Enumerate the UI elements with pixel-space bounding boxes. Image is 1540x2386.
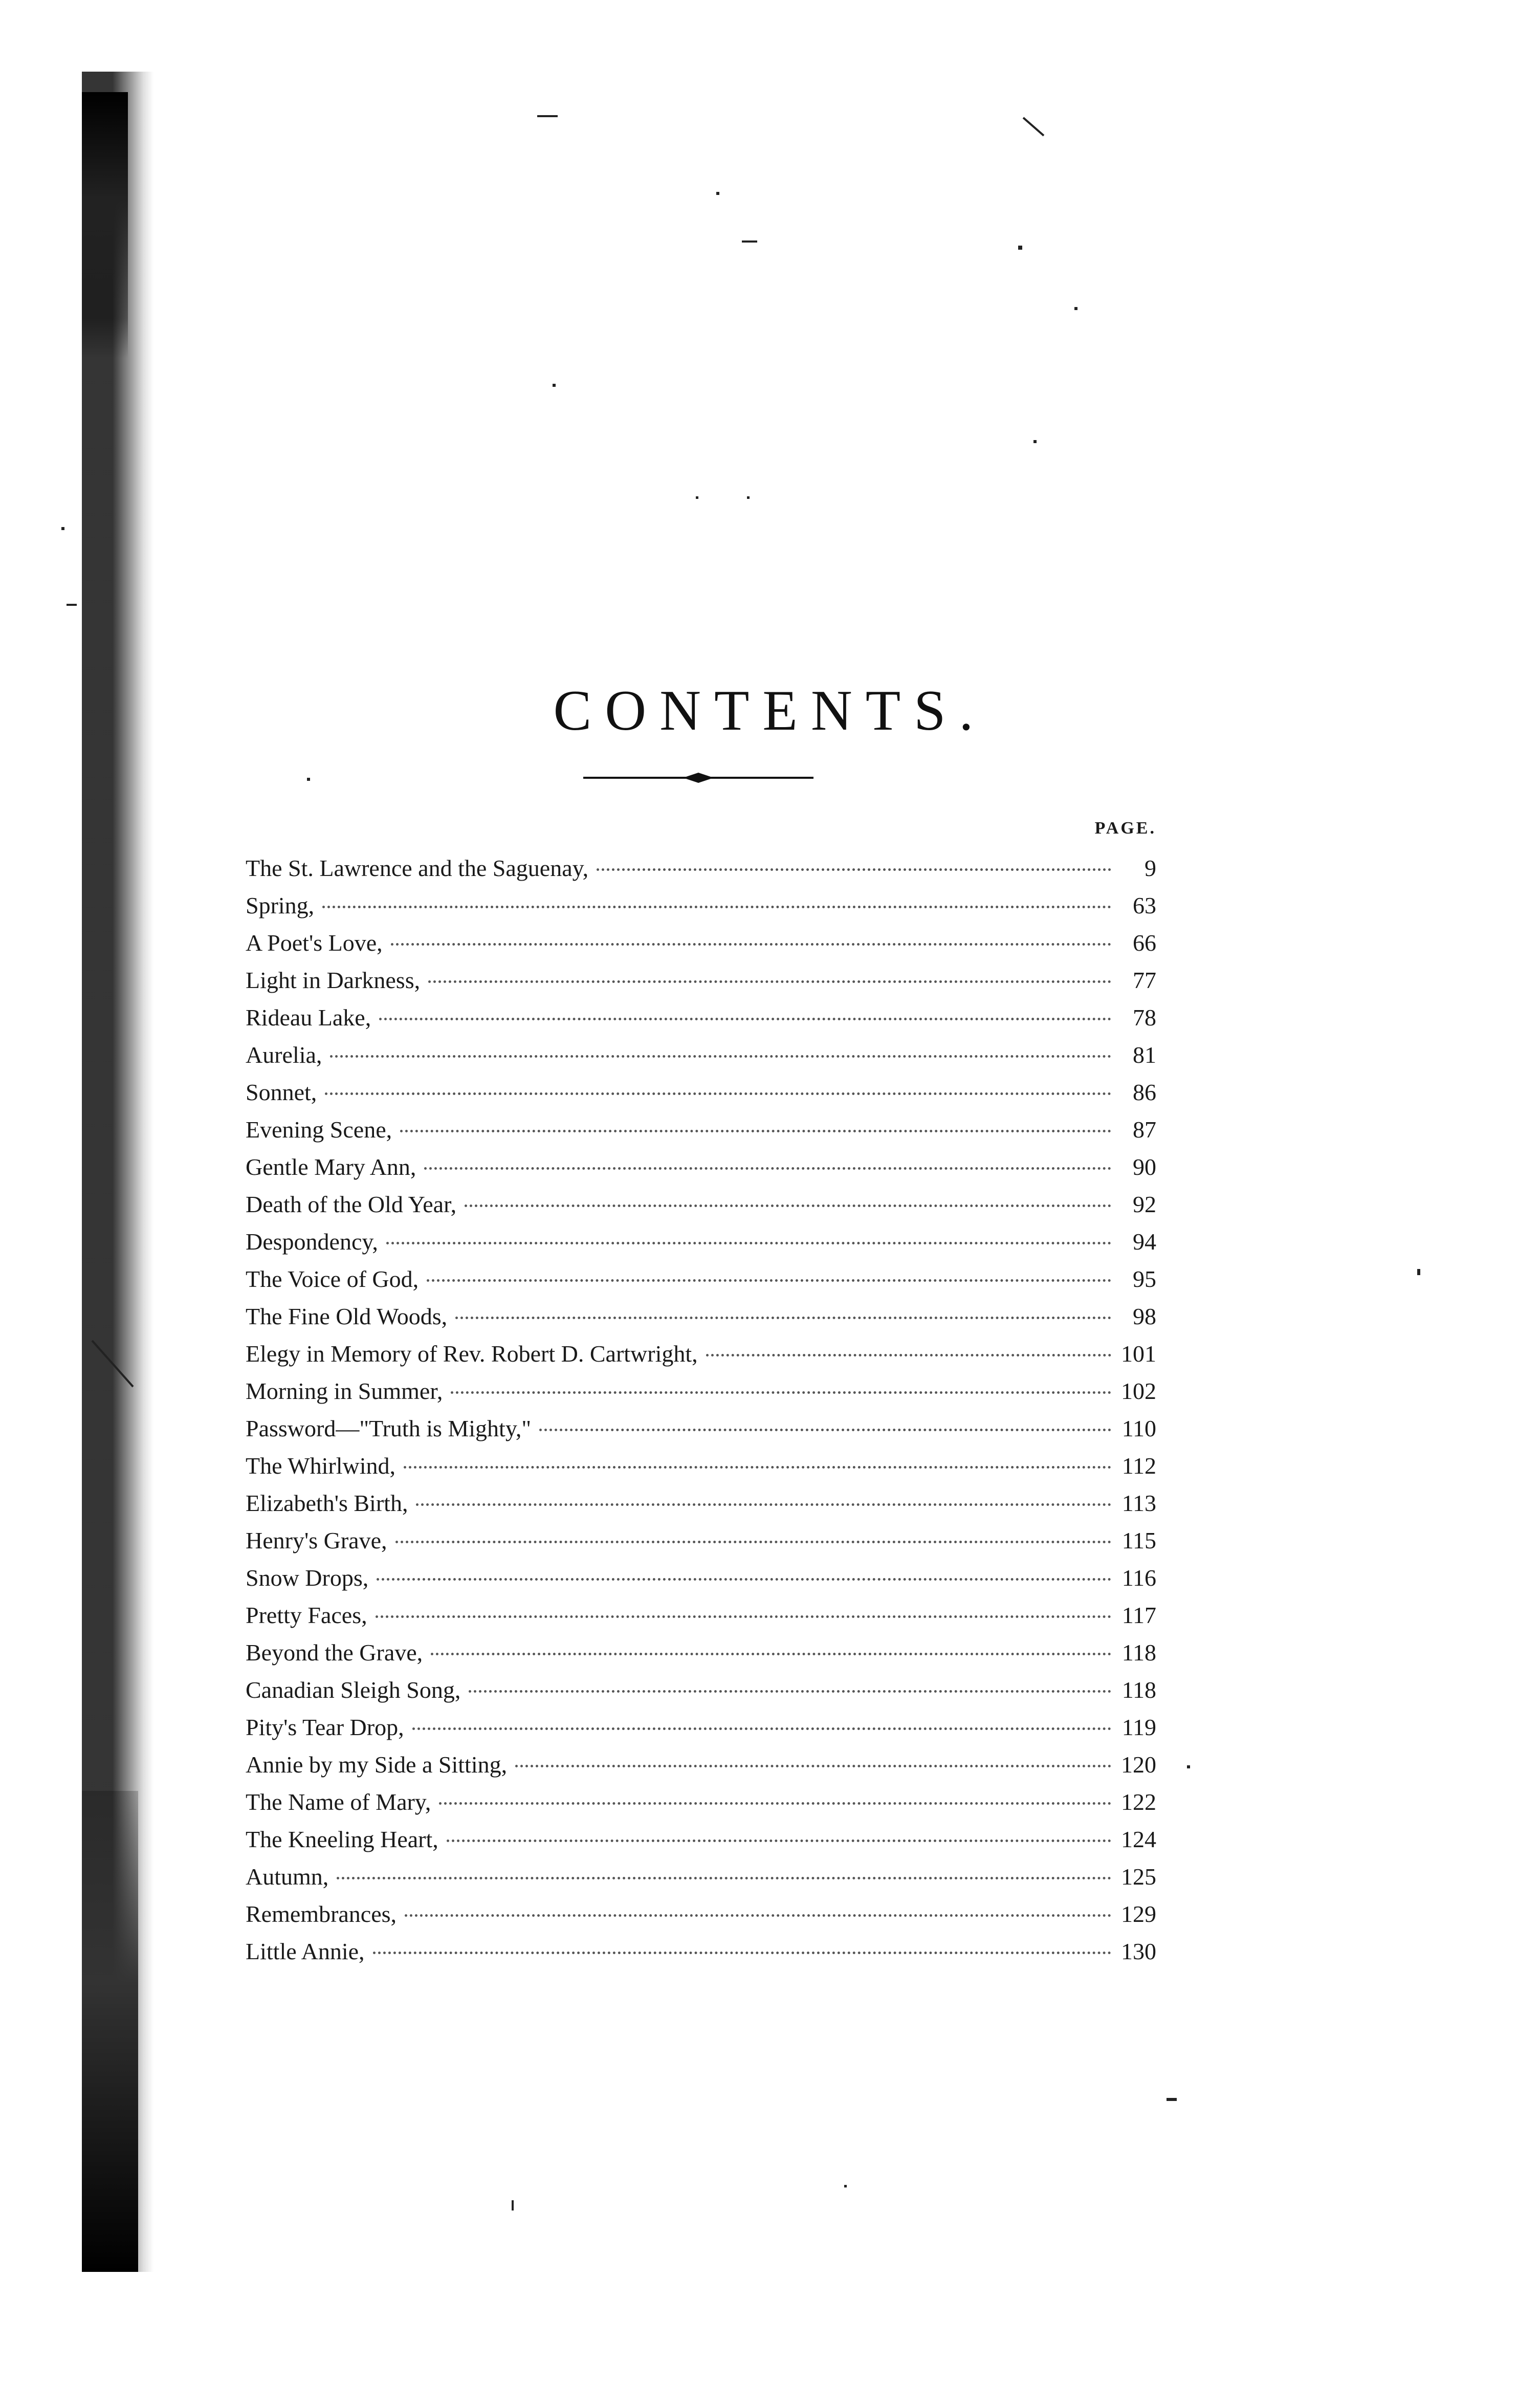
toc-entry-page: 87 [1133,1117,1156,1143]
dot-leader [469,1690,1111,1693]
dot-leader [330,1055,1111,1058]
toc-entry-page: 113 [1121,1490,1156,1516]
toc-entry-page: 94 [1133,1229,1156,1255]
toc-entry [246,1223,1156,1260]
toc-entry-title: Elegy in Memory of Rev. Robert D. Cartwright, [246,1341,698,1367]
dot-leader [465,1205,1111,1207]
toc-entry-title: Morning in Summer, [246,1378,443,1404]
toc-entry [246,1186,1156,1223]
toc-entry-page: 124 [1121,1826,1156,1852]
dot-leader [386,1242,1111,1244]
dot-leader [515,1765,1111,1767]
toc-entry [246,1634,1156,1671]
toc-entry-page: 63 [1133,892,1156,918]
toc-entry-title: The Fine Old Woods, [246,1303,448,1329]
toc-entry-title: The Whirlwind, [246,1453,395,1479]
toc-entry [246,1372,1156,1410]
page-column-header: PAGE. [1094,819,1156,838]
dot-leader [322,906,1111,908]
toc-entry [246,1596,1156,1634]
toc-entry-page: 118 [1121,1677,1156,1703]
toc-entry-page: 92 [1133,1191,1156,1217]
toc-entry-page: 81 [1133,1042,1156,1068]
toc-entry-title: Autumn, [246,1864,329,1890]
toc-entry-title: Remembrances, [246,1901,397,1927]
toc-entry-title: Annie by my Side a Sitting, [246,1752,508,1778]
toc-entry [246,1298,1156,1335]
toc-entry-page: 95 [1133,1266,1156,1292]
toc-entry-title: Gentle Mary Ann, [246,1154,416,1180]
dot-leader [455,1317,1111,1319]
dot-leader [404,1466,1111,1469]
toc-entry-page: 118 [1121,1639,1156,1666]
dot-leader [400,1130,1111,1132]
toc-entry-page: 86 [1133,1079,1156,1105]
dot-leader [325,1092,1111,1095]
title-ornament-rule [583,768,813,788]
toc-entry-page: 98 [1133,1303,1156,1329]
dot-leader [427,1279,1111,1282]
dot-leader [447,1840,1111,1842]
toc-entry-title: The St. Lawrence and the Saguenay, [246,855,589,881]
toc-entry-title: Elizabeth's Birth, [246,1490,408,1516]
dot-leader [597,868,1111,871]
toc-entry-page: 102 [1121,1378,1156,1404]
toc-entry-page: 66 [1133,930,1156,956]
toc-entry-page: 90 [1133,1154,1156,1180]
toc-entry-page: 120 [1121,1752,1156,1778]
dot-leader [416,1503,1111,1506]
dot-leader [395,1541,1111,1543]
binding-shadow-top [82,92,128,358]
toc-entry [246,1821,1156,1858]
dot-leader [405,1914,1111,1917]
dot-leader [373,1952,1111,1954]
toc-entry-title: Spring, [246,892,315,918]
toc-entry-title: Light in Darkness, [246,967,421,993]
dot-leader [377,1578,1111,1581]
toc-entry-title: Death of the Old Year, [246,1191,457,1217]
toc-entry [246,1933,1156,1970]
dot-leader [439,1802,1111,1805]
toc-entry-page: 119 [1121,1714,1156,1740]
toc-entry [246,1858,1156,1895]
toc-entry [246,1559,1156,1596]
toc-entry-page: 110 [1121,1415,1156,1441]
toc-entry-page: 112 [1121,1453,1156,1479]
dot-leader [337,1877,1111,1879]
dot-leader [428,980,1111,983]
toc-entry-title: The Voice of God, [246,1266,419,1292]
toc-entry-page: 122 [1121,1789,1156,1815]
toc-entry-title: Rideau Lake, [246,1004,371,1031]
dot-leader [431,1653,1111,1655]
toc-entry-page: 116 [1121,1565,1156,1591]
dot-leader [379,1018,1111,1020]
page-title: CONTENTS. [553,679,987,743]
toc-entry [246,1335,1156,1372]
toc-entry [246,1036,1156,1074]
toc-entry-page: 115 [1121,1527,1156,1553]
toc-entry-title: Aurelia, [246,1042,322,1068]
toc-entry-title: Sonnet, [246,1079,317,1105]
binding-shadow-bottom [82,1791,138,2272]
toc-entry-page: 101 [1121,1341,1156,1367]
table-of-contents [246,849,1156,1970]
dot-leader [376,1615,1111,1618]
toc-entry-title: Henry's Grave, [246,1527,387,1553]
toc-entry [246,961,1156,999]
toc-entry [246,1895,1156,1933]
toc-entry-title: Pretty Faces, [246,1602,367,1628]
dot-leader [391,943,1111,946]
toc-entry [246,1522,1156,1559]
toc-entry-page: 9 [1145,855,1156,881]
toc-entry [246,1783,1156,1821]
dot-leader [706,1354,1111,1356]
toc-entry [246,999,1156,1036]
toc-entry-page: 77 [1133,967,1156,993]
toc-entry-title: Pity's Tear Drop, [246,1714,404,1740]
toc-entry-title: Password—"Truth is Mighty," [246,1415,532,1441]
toc-entry-page: 129 [1121,1901,1156,1927]
dot-leader [424,1167,1111,1170]
toc-entry [246,1746,1156,1783]
toc-entry [246,1074,1156,1111]
toc-entry [246,887,1156,924]
toc-entry [246,1260,1156,1298]
toc-entry [246,924,1156,961]
dot-leader [412,1727,1111,1730]
dot-leader [451,1391,1111,1394]
toc-entry-title: Little Annie, [246,1938,365,1964]
toc-entry [246,1709,1156,1746]
toc-entry-title: Snow Drops, [246,1565,369,1591]
toc-entry-title: Evening Scene, [246,1117,392,1143]
toc-entry-title: The Name of Mary, [246,1789,431,1815]
toc-entry-title: The Kneeling Heart, [246,1826,438,1852]
toc-entry [246,849,1156,887]
toc-entry-page: 130 [1121,1938,1156,1964]
toc-entry-page: 117 [1121,1602,1156,1628]
toc-entry-title: A Poet's Love, [246,930,383,956]
toc-entry [246,1447,1156,1484]
toc-entry [246,1111,1156,1148]
toc-entry-title: Beyond the Grave, [246,1639,423,1666]
dot-leader [539,1429,1111,1431]
toc-entry-page: 125 [1121,1864,1156,1890]
toc-entry [246,1410,1156,1447]
toc-entry [246,1671,1156,1709]
toc-entry [246,1148,1156,1186]
toc-entry-title: Canadian Sleigh Song, [246,1677,461,1703]
toc-entry [246,1484,1156,1522]
toc-entry-page: 78 [1133,1004,1156,1031]
toc-entry-title: Despondency, [246,1229,378,1255]
